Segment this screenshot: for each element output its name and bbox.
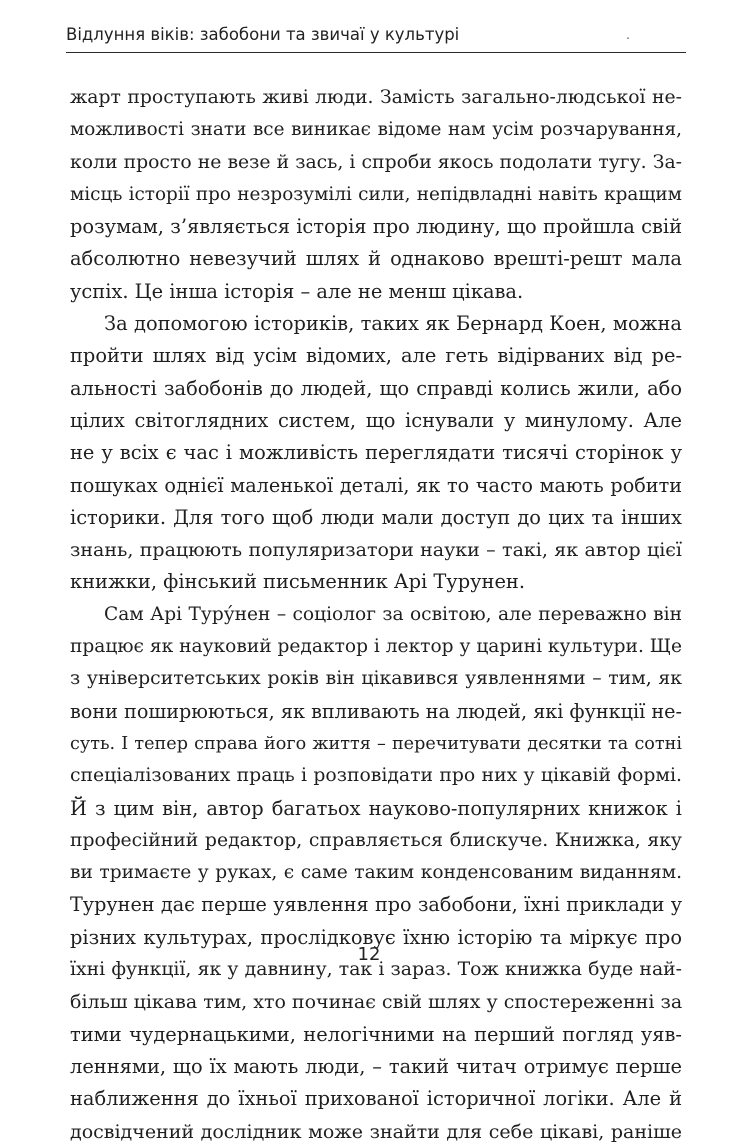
text-line: пошуках однієї маленької деталі, як то часто мають робити (70, 473, 682, 497)
text-line: леннями, що їх мають люди, – такий читач отримує перше (70, 1054, 682, 1078)
text-line: професійний редактор, справляється блискуче. Книжка, яку (70, 829, 682, 851)
paragraph-start-line: Сам Арі Туру́нен – соціолог за освітою, але переважно він (104, 603, 682, 625)
text-line: наближення до їхньої прихованої історичної логіки. Але й (70, 1087, 682, 1111)
text-line: різних культурах, прослідковує їхню історію та міркує про (70, 925, 682, 949)
text-line: альності забобонів до людей, що справді колись жили, або (70, 376, 682, 400)
running-header (66, 22, 686, 53)
text-line: працює як науковий редактор і лектор у царині культури. Ще (70, 636, 682, 658)
text-line: книжки, фінський письменник Арі Турунен. (70, 570, 526, 594)
text-line: можливості знати все виникає відоме нам усім розчарування, (70, 119, 682, 141)
running-header-title: Відлуння віків: забобони та звичаї у культурі (66, 25, 460, 44)
text-line: більш цікава тим, хто починає свій шлях у спостереженні за (70, 991, 683, 1014)
body-text (70, 82, 682, 1148)
text-line: тими чудернацькими, нелогічними на перший погляд уяв- (70, 1022, 682, 1046)
text-line: коли просто не везе й зась, і спроби якось подолати тугу. За- (70, 151, 682, 173)
text-line: їхні функції, як у давнину, так і зараз. Тож книжка буде най- (70, 959, 682, 981)
text-line: історики. Для того щоб люди мали доступ до цих та інших (70, 505, 682, 529)
text-line: Турунен дає перше уявлення про забобони, їхні приклади у (70, 893, 682, 917)
text-line: знань, працюють популяризатори науки – такі, як автор цієї (70, 539, 682, 562)
text-line: не у всіх є час і можливість переглядати тисячі сторінок у (70, 441, 682, 465)
text-line: з університетських років він цікавився уявленнями – тим, як (70, 668, 682, 690)
text-line: досвідчений дослідник може знайти для себе цікаві, раніше (70, 1120, 682, 1143)
text-line: абсолютно невезучий шлях й однаково врешті-решт мала (70, 247, 682, 271)
text-line: розумам, з’являється історія про людину, що пройшла свій (70, 215, 682, 239)
text-line: місць історії про незрозумілі сили, непідвладні навіть кращим (70, 183, 682, 205)
header-mark: . (626, 28, 630, 42)
text-line: спеціалізованих праць і розповідати про них у цікавій формі. (70, 765, 682, 787)
text-line: ви тримаєте у руках, є саме таким конденсованим виданням. (70, 862, 682, 884)
text-line: цілих світоглядних систем, що існували у минулому. Але (70, 408, 682, 432)
text-line: жарт проступають живі люди. Замість загально-людської не- (70, 87, 682, 108)
page-number: 12 (357, 944, 381, 965)
text-line: суть. І тепер справа його життя – перечитувати десятки та сотні (70, 733, 682, 754)
paragraph-start-line: За допомогою істориків, таких як Бернард Коен, можна (104, 312, 682, 336)
text-line: вони поширюються, як впливають на людей, які функції не- (70, 699, 682, 723)
text-line: пройти шлях від усім відомих, але геть відірваних від ре- (70, 344, 682, 368)
text-line: Й з цим він, автор багатьох науково-популярних книжок і (70, 796, 682, 820)
text-line: успіх. Це інша історія – але не менш цікава. (70, 279, 524, 303)
